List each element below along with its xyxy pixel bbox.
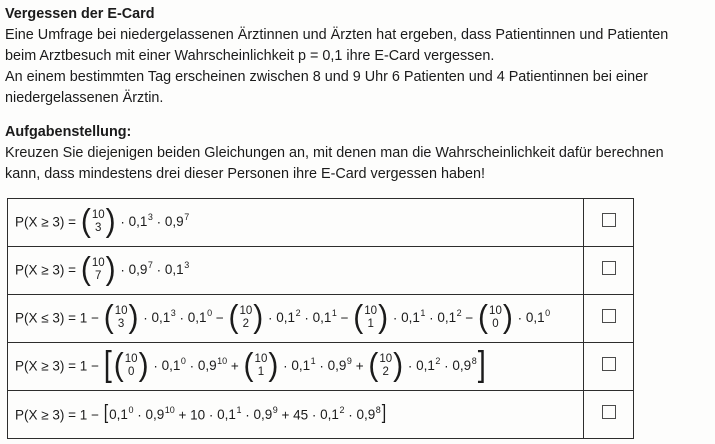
binomial-coefficient: ( 10 3 ) (80, 203, 116, 239)
left-paren: ( (80, 203, 91, 239)
right-paren: ) (128, 299, 139, 335)
power-term: $0,1^0$ (187, 307, 213, 326)
math-text: · (152, 262, 165, 278)
math-text: P(X ≥ 3) = 1 − (15, 407, 103, 423)
math-text: · (279, 358, 292, 374)
power-term: $0,1^0$ (109, 404, 134, 423)
left-paren: ( (228, 299, 239, 335)
right-paren: ) (378, 299, 389, 335)
binomial-coefficient: ( 10 1 ) (243, 347, 279, 383)
math-text: · (139, 310, 152, 326)
power-term: $0,1^1$ (291, 355, 316, 374)
math-text: · (344, 407, 357, 423)
checkbox-cell (584, 343, 634, 391)
question-title: Vergessen der E-Card (5, 6, 155, 22)
answers-table-body (8, 199, 634, 439)
answer-row (8, 295, 634, 343)
power-term: $0,1^2$ (320, 404, 345, 423)
answer-row (8, 343, 634, 391)
answer-checkbox[interactable] (602, 309, 616, 323)
math-text: + 10 · (174, 407, 218, 423)
math-text: P(X ≥ 3) = (15, 214, 80, 230)
checkbox-cell (584, 391, 634, 439)
power-term: $0,1^1$ (401, 307, 426, 326)
left-paren: ( (353, 299, 364, 335)
power-term: $0,9^7$ (128, 259, 153, 278)
math-text: P(X ≥ 3) = 1 − (15, 358, 103, 374)
math-text: · (315, 358, 328, 374)
intro-line-3: An einem bestimmten Tag erscheinen zwischen 8 und 9 Uhr 6 Patienten und 4 Patientinnen bei einer (5, 69, 648, 85)
math-text: · (440, 358, 453, 374)
answer-checkbox[interactable] (602, 213, 616, 227)
right-paren: ) (253, 299, 264, 335)
math-text: + (227, 358, 243, 374)
formula-cell (8, 295, 584, 343)
math-text: · (425, 310, 438, 326)
power-term: $0,9^8$ (356, 404, 381, 423)
bracket: [ (103, 403, 109, 425)
power-term: $0,1^3$ (164, 259, 190, 278)
math-text: P(X ≥ 3) = (15, 262, 80, 278)
answer-checkbox[interactable] (602, 261, 616, 275)
power-term: $0,1^3$ (151, 307, 176, 326)
power-term: $0,1^3$ (128, 211, 153, 230)
power-term: $0,9^{10}$ (145, 404, 175, 423)
math-text: · (175, 310, 188, 326)
left-paren: ( (113, 347, 124, 383)
math-text: + 45 · (277, 407, 321, 423)
right-paren: ) (393, 347, 404, 383)
power-term: $0,1^2$ (416, 355, 441, 374)
power-term: $0,9^9$ (327, 355, 352, 374)
formula-cell (8, 247, 584, 295)
answers-table (7, 198, 634, 439)
math-text: · (185, 358, 198, 374)
power-term: $0,9^7$ (164, 211, 190, 230)
power-term: $0,1^1$ (312, 307, 337, 326)
intro-line-2: beim Arztbesuch mit einer Wahrscheinlichkeit p = 0,1 ihre E-Card vergessen. (5, 48, 495, 64)
left-paren: ( (243, 347, 254, 383)
answer-checkbox[interactable] (602, 405, 616, 419)
math-text: · (133, 407, 146, 423)
left-paren: ( (103, 299, 114, 335)
power-term: $0,9^{10}$ (197, 355, 228, 374)
intro-line-1: Eine Umfrage bei niedergelassenen Ärztinnen und Ärzten hat ergeben, dass Patientinnen und Patienten (5, 27, 669, 43)
math-text: − (461, 310, 478, 326)
checkbox-cell (584, 247, 634, 295)
power-term: $0,1^0$ (161, 355, 186, 374)
right-paren: ) (268, 347, 279, 383)
math-text: · (300, 310, 313, 326)
math-text: P(X ≤ 3) = 1 − (15, 310, 103, 326)
left-paren: ( (478, 299, 489, 335)
math-text: · (116, 214, 129, 230)
binomial-coefficient: ( 10 1 ) (353, 299, 389, 335)
math-text: · (152, 214, 165, 230)
power-term: $0,1^0$ (525, 307, 551, 326)
power-term: $0,1^2$ (437, 307, 462, 326)
formula-cell (8, 199, 584, 247)
bracket: ] (477, 345, 486, 385)
binomial-coefficient: ( 10 3 ) (103, 299, 139, 335)
left-paren: ( (368, 347, 379, 383)
math-text: − (336, 310, 353, 326)
math-text: + (351, 358, 368, 374)
answer-row (8, 247, 634, 295)
math-text: · (264, 310, 277, 326)
checkbox-cell (584, 295, 634, 343)
power-term: $0,9^9$ (253, 404, 278, 423)
right-paren: ) (138, 347, 149, 383)
answer-row (8, 199, 634, 247)
task-line-1: Kreuzen Sie diejenigen beiden Gleichungen an, mit denen man die Wahrscheinlichkeit dafür berechnen (5, 145, 664, 161)
right-paren: ) (105, 203, 116, 239)
checkbox-cell (584, 199, 634, 247)
binomial-coefficient: ( 10 0 ) (478, 299, 513, 335)
math-text: · (241, 407, 254, 423)
formula-cell (8, 343, 584, 391)
binomial-coefficient: ( 10 7 ) (80, 251, 116, 287)
question-block (5, 4, 713, 185)
math-text: − (212, 310, 228, 326)
power-term: $0,1^2$ (276, 307, 301, 326)
math-text: · (149, 358, 162, 374)
bracket: [ (103, 345, 112, 385)
power-term: $0,9^8$ (452, 355, 477, 374)
task-line-2: kann, dass mindestens drei dieser Personen ihre E-Card vergessen haben! (5, 166, 485, 182)
intro-line-4: niedergelassenen Ärztin. (5, 90, 164, 106)
binomial-coefficient: ( 10 0 ) (113, 347, 149, 383)
task-heading: Aufgabenstellung: (5, 124, 132, 140)
binomial-coefficient: ( 10 2 ) (368, 347, 404, 383)
answer-checkbox[interactable] (602, 357, 616, 371)
math-text: · (389, 310, 402, 326)
power-term: $0,1^1$ (217, 404, 242, 423)
formula-cell (8, 391, 584, 439)
answer-row (8, 391, 634, 439)
right-paren: ) (105, 251, 116, 287)
math-text: · (404, 358, 417, 374)
right-paren: ) (502, 299, 513, 335)
bracket: ] (381, 403, 387, 425)
binomial-coefficient: ( 10 2 ) (228, 299, 264, 335)
math-text: · (513, 310, 526, 326)
math-text: · (116, 262, 129, 278)
left-paren: ( (80, 251, 91, 287)
